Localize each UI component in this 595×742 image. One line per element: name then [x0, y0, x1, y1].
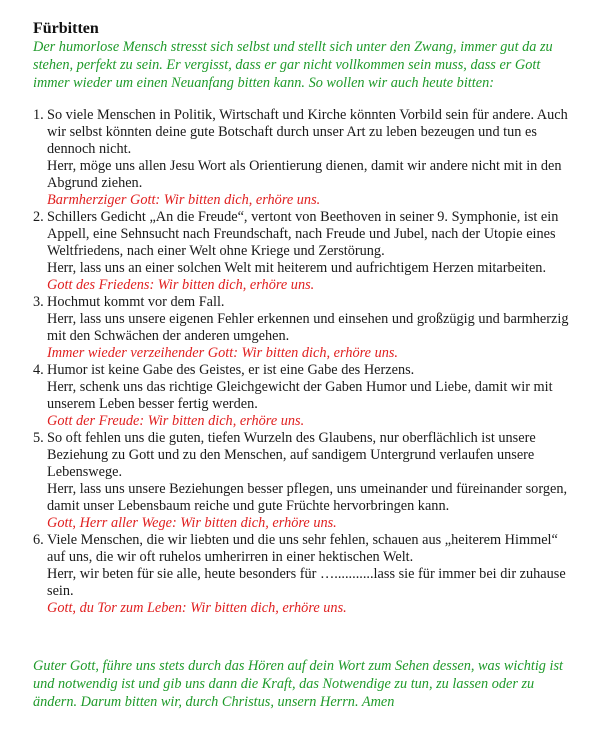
- petition-number: 4.: [33, 362, 44, 378]
- petition-item: [0, 532, 595, 617]
- petition-response: Gott, Herr aller Wege: Wir bitten dich, erhöre uns.: [47, 515, 337, 531]
- petition-item: [0, 209, 595, 294]
- petition-item: [0, 362, 595, 430]
- petition-plea: Herr, lass uns unsere Beziehungen besser pflegen, uns umeinander und füreinander sorgen, damit unser Lebensbaum reiche und gute Früchte hervorbringen kann.: [47, 481, 568, 514]
- petition-plea: Herr, lass uns an einer solchen Welt mit heiterem und aufrichtigem Herzen mitarbeiten.: [47, 260, 547, 276]
- petition-response: Gott, du Tor zum Leben: Wir bitten dich, erhöre uns.: [47, 600, 347, 616]
- petition-body: So viele Menschen in Politik, Wirtschaft und Kirche könnten Vorbild sein für andere. Auch wir selbst könnten deine gute Botschaft durch unser Art zu leben bezeugen und tun es dennoch nicht.: [47, 107, 568, 157]
- petition-body: Schillers Gedicht „An die Freude“, vertont von Beethoven in seiner 9. Symphonie, ist ein Appell, eine Sehnsucht nach Freundschaft, nach Freude und Jubel, nach der Utopie eines Weltfriedens, nach einer Welt ohne Kriege und Zerstörung.: [47, 209, 559, 259]
- petition-response: Gott der Freude: Wir bitten dich, erhöre uns.: [47, 413, 305, 429]
- petition-item: [0, 430, 595, 532]
- petition-response: Gott des Friedens: Wir bitten dich, erhöre uns.: [47, 277, 315, 293]
- petition-item: [0, 294, 595, 362]
- petition-body: Viele Menschen, die wir liebten und die uns sehr fehlen, schauen aus „heiterem Himmel“ auf uns, die wir oft ruhelos umherirren in einer hektischen Welt.: [47, 532, 558, 565]
- petition-body: So oft fehlen uns die guten, tiefen Wurzeln des Glaubens, nur oberflächlich ist unsere Beziehung zu Gott und zu den Menschen, auf sandigem Untergrund verlaufen unsere Lebenswege.: [47, 430, 536, 480]
- petition-body: Humor ist keine Gabe des Geistes, er ist eine Gabe des Herzens.: [47, 362, 415, 378]
- petition-item: [0, 107, 595, 209]
- page-title: Fürbitten: [33, 20, 99, 37]
- intro-paragraph: Der humorlose Mensch stresst sich selbst und stellt sich unter den Zwang, immer gut da zu stehen, perfekt zu sein. Er vergisst, dass er gar nicht vollkommen sein muss, dass er Gott immer wieder um einen Neuanfang bitten kann. So wollen wir auch heute bitten:: [33, 39, 553, 91]
- petition-plea: Herr, schenk uns das richtige Gleichgewicht der Gaben Humor und Liebe, damit wir mit unserem Leben besser fertig werden.: [47, 379, 553, 412]
- petition-plea: Herr, lass uns unsere eigenen Fehler erkennen und einsehen und großzügig und barmherzig mit den Schwächen der anderen umgehen.: [47, 311, 569, 344]
- petition-number: 2.: [33, 209, 44, 225]
- petition-list: [0, 107, 595, 617]
- petition-number: 5.: [33, 430, 44, 446]
- petition-plea: Herr, wir beten für sie alle, heute besonders für …...........lass sie für immer bei dir zuhause sein.: [47, 566, 566, 599]
- petition-response: Immer wieder verzeihender Gott: Wir bitten dich, erhöre uns.: [47, 345, 399, 361]
- closing-prayer: Guter Gott, führe uns stets durch das Hören auf dein Wort zum Sehen dessen, was wichtig ist und notwendig ist und gib uns dann die Kraft, das Notwendige zu tun, zu lassen oder zu ändern. Darum bitten wir, durch Christus, unsern Herrn. Amen: [33, 658, 564, 710]
- petition-number: 6.: [33, 532, 44, 548]
- petition-response: Barmherziger Gott: Wir bitten dich, erhöre uns.: [47, 192, 321, 208]
- petition-number: 3.: [33, 294, 44, 310]
- petition-plea: Herr, möge uns allen Jesu Wort als Orientierung dienen, damit wir andere nicht mit in den Abgrund ziehen.: [47, 158, 562, 191]
- petition-body: Hochmut kommt vor dem Fall.: [47, 294, 225, 310]
- petition-number: 1.: [33, 107, 44, 123]
